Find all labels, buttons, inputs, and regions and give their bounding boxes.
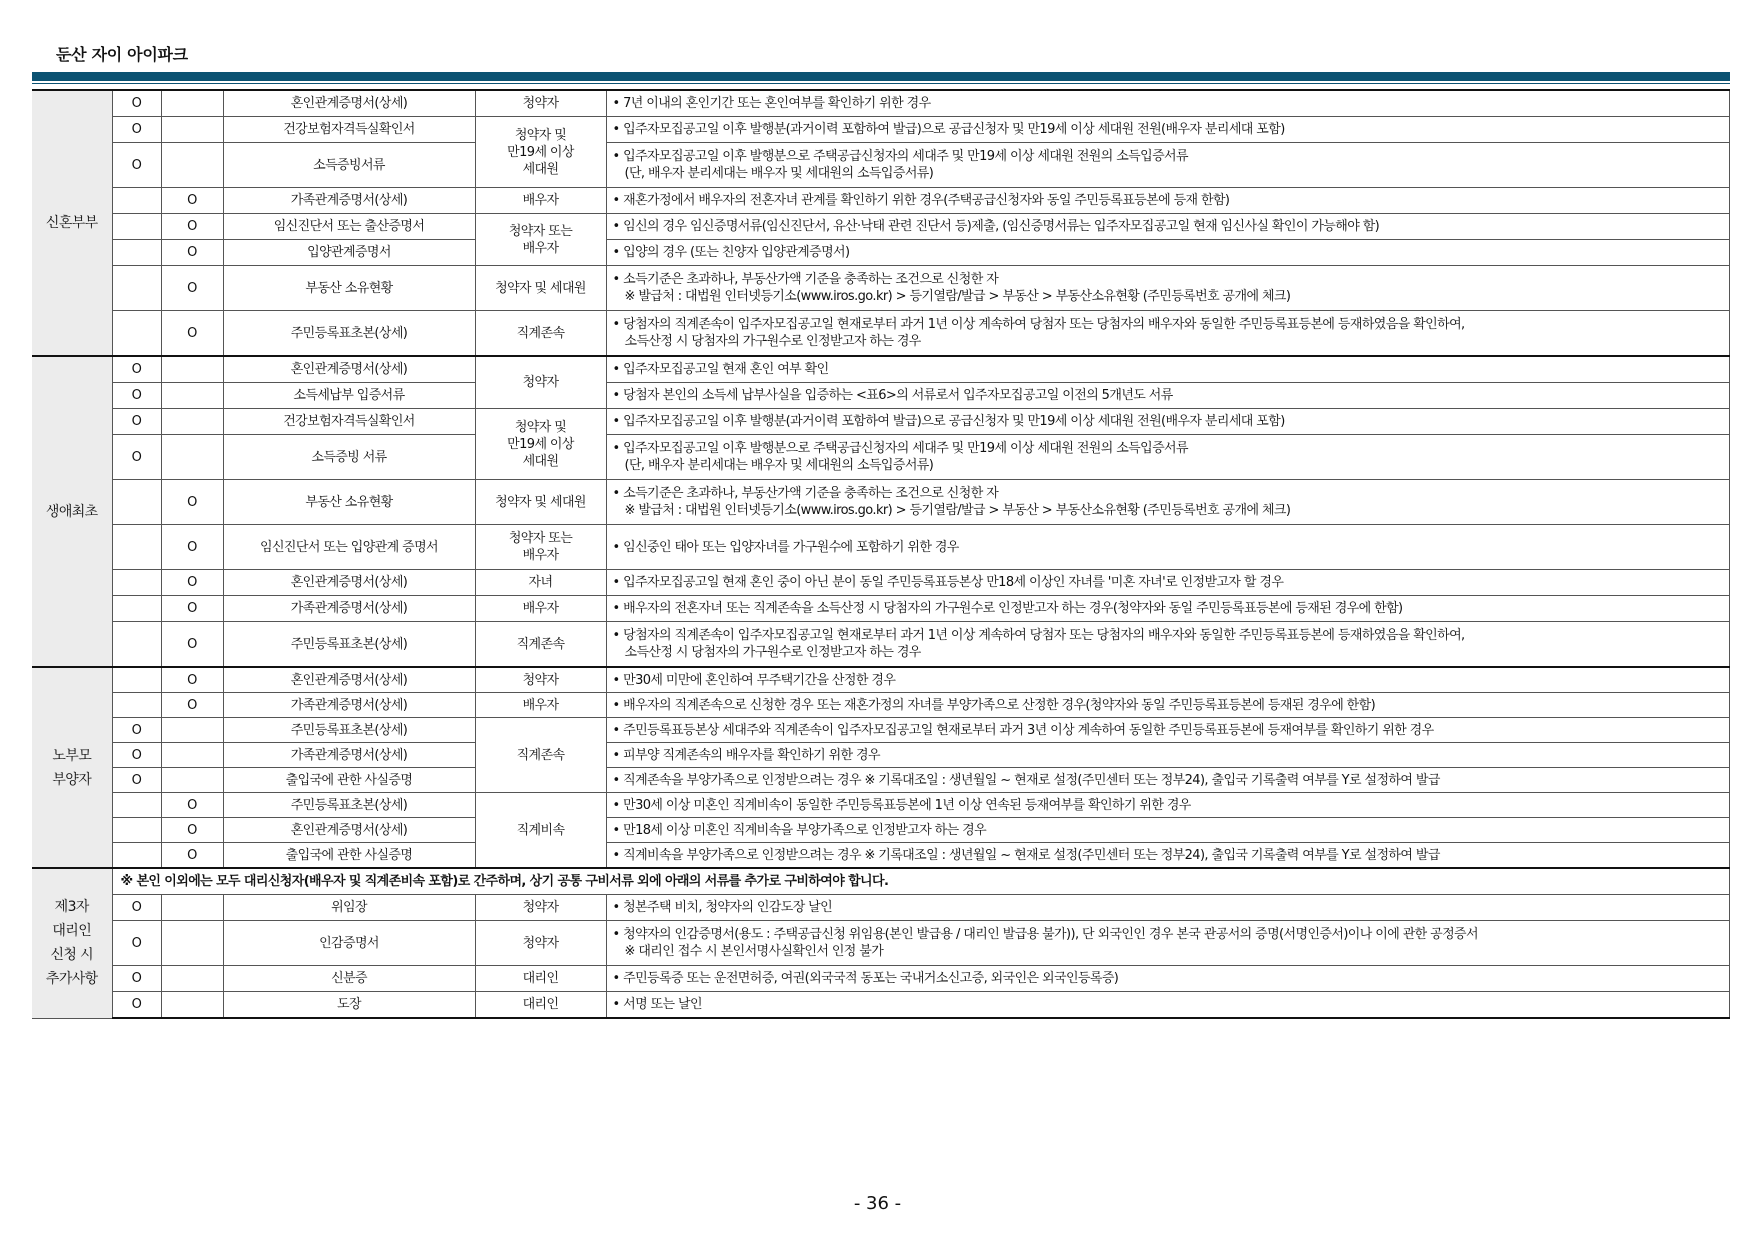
issuance-target: 배우자 [475,693,606,718]
description-line: ※ 대리인 접수 시 본인서명사실확인서 인정 불가 [624,944,884,959]
mark-column-2 [161,768,223,793]
table-row [32,356,1729,383]
mark-column-2 [161,143,223,188]
page-number: - 36 - [853,1193,902,1214]
table-row [32,895,1729,921]
description-line: • 당첨자 본인의 소득세 납부사실을 입증하는 <표6>의 서류로서 입주자모집공고일 이전의 5개년도 서류 [613,387,1726,404]
issuance-target: 대리인 [475,966,606,992]
mark-column-2: O [161,843,223,869]
document-name: 가족관계증명서(상세) [223,188,475,214]
description-line: • 만30세 이상 미혼인 직계비속이 동일한 주민등록표등본에 1년 이상 연속된 등재여부를 확인하기 위한 경우 [613,797,1726,814]
table-row [32,570,1729,596]
mark-column-2: O [161,793,223,818]
description-line: • 입양의 경우 (또는 친양자 입양관계증명서) [613,244,1726,261]
requirement-description [606,843,1729,869]
requirement-description [606,921,1729,966]
mark-column-1: O [112,117,161,143]
document-name: 소득세납부 입증서류 [223,383,475,409]
table-row [32,743,1729,768]
document-name: 출입국에 관한 사실증명 [223,768,475,793]
description-line: • 주민등록증 또는 운전면허증, 여권(외국국적 동포는 국내거소신고증, 외국인은 외국인등록증) [613,970,1726,987]
title-divider-bar [32,72,1730,81]
requirement-description [606,718,1729,743]
document-name: 부동산 소유현황 [223,266,475,311]
mark-column-2: O [161,240,223,266]
requirement-description [606,768,1729,793]
document-name: 건강보험자격득실확인서 [223,117,475,143]
requirement-description [606,480,1729,525]
mark-column-2 [161,921,223,966]
mark-column-2 [161,895,223,921]
issuance-target: 대리인 [475,992,606,1019]
mark-column-2: O [161,214,223,240]
category-label: 생애최초 [32,356,112,667]
mark-column-1 [112,667,161,693]
issuance-target: 청약자 [475,921,606,966]
description-line: • 당첨자의 직계존속이 입주자모집공고일 현재로부터 과거 1년 이상 계속하여 당첨자 또는 당첨자의 배우자와 동일한 주민등록표등본에 등재하였음을 확인하여, [613,316,1726,333]
description-line: • 직계존속을 부양가족으로 인정받으려는 경우 ※ 기록대조일 : 생년월일 ~ 현재로 설정(주민센터 또는 정부24), 출입국 기록출력 여부를 Y로 설정하여 발급 [613,772,1726,789]
mark-column-2: O [161,596,223,622]
requirement-description [606,793,1729,818]
category-label: 노부모 부양자 [32,667,112,868]
document-name: 혼인관계증명서(상세) [223,570,475,596]
document-name: 부동산 소유현황 [223,480,475,525]
table-row [32,409,1729,435]
mark-column-2: O [161,266,223,311]
description-line: • 임신의 경우 임신증명서류(임신진단서, 유산·낙태 관련 진단서 등)제출, (임신증명서류는 입주자모집공고일 현재 임신사실 확인이 가능해야 함) [613,218,1726,235]
mark-column-1 [112,214,161,240]
mark-column-2: O [161,311,223,357]
document-name: 가족관계증명서(상세) [223,693,475,718]
mark-column-1 [112,693,161,718]
requirement-description [606,596,1729,622]
document-name: 인감증명서 [223,921,475,966]
description-line: • 입주자모집공고일 현재 혼인 여부 확인 [613,361,1726,378]
requirement-description [606,992,1729,1019]
issuance-target: 청약자 및 세대원 [475,480,606,525]
mark-column-1: O [112,435,161,480]
description-line: • 청본주택 비치, 청약자의 인감도장 날인 [613,899,1726,916]
requirement-description [606,266,1729,311]
mark-column-1 [112,240,161,266]
mark-column-2: O [161,622,223,668]
requirement-description [606,188,1729,214]
requirement-description [606,667,1729,693]
mark-column-1 [112,793,161,818]
description-line: • 만18세 이상 미혼인 직계비속을 부양가족으로 인정받고자 하는 경우 [613,822,1726,839]
document-name: 임신진단서 또는 출산증명서 [223,214,475,240]
mark-column-1 [112,480,161,525]
mark-column-1: O [112,383,161,409]
document-name: 입양관계증명서 [223,240,475,266]
document-name: 혼인관계증명서(상세) [223,90,475,117]
mark-column-2 [161,718,223,743]
table-row [32,311,1729,357]
section-parents-support [32,667,1729,868]
mark-column-1: O [112,992,161,1019]
table-row [32,992,1729,1019]
document-name: 가족관계증명서(상세) [223,743,475,768]
requirement-description [606,895,1729,921]
table-row [32,667,1729,693]
table-row [32,435,1729,480]
description-line: • 입주자모집공고일 이후 발행분(과거이력 포함하여 발급)으로 공급신청자 및 만19세 이상 세대원 전원(배우자 분리세대 포함) [613,413,1726,430]
requirement-description [606,693,1729,718]
document-name: 가족관계증명서(상세) [223,596,475,622]
requirement-description [606,240,1729,266]
table-row [32,525,1729,570]
issuance-target: 직계존속 [475,622,606,668]
mark-column-1 [112,622,161,668]
issuance-target: 배우자 [475,596,606,622]
section-proxy [32,868,1729,1018]
requirement-description [606,622,1729,668]
mark-column-2: O [161,667,223,693]
mark-column-2 [161,356,223,383]
mark-column-1: O [112,409,161,435]
requirement-description [606,570,1729,596]
mark-column-1: O [112,90,161,117]
mark-column-2 [161,383,223,409]
category-label: 신혼부부 [32,90,112,356]
mark-column-2 [161,117,223,143]
issuance-target: 청약자 [475,895,606,921]
document-title: 둔산 자이 아이파크 [56,45,188,64]
description-line: • 피부양 직계존속의 배우자를 확인하기 위한 경우 [613,747,1726,764]
requirement-description [606,311,1729,357]
description-line: • 입주자모집공고일 이후 발행분(과거이력 포함하여 발급)으로 공급신청자 및 만19세 이상 세대원 전원(배우자 분리세대 포함) [613,121,1726,138]
mark-column-1 [112,570,161,596]
description-line: • 배우자의 전혼자녀 또는 직계존속을 소득산정 시 당첨자의 가구원수로 인정받고자 하는 경우(청약자와 동일 주민등록표등본에 등재된 경우에 한함) [613,600,1726,617]
requirement-description [606,90,1729,117]
mark-column-2 [161,90,223,117]
document-name: 혼인관계증명서(상세) [223,818,475,843]
required-documents-table [32,89,1730,1019]
issuance-target: 배우자 [475,188,606,214]
table-row [32,768,1729,793]
description-line: • 직계비속을 부양가족으로 인정받으려는 경우 ※ 기록대조일 : 생년월일 ~ 현재로 설정(주민센터 또는 정부24), 출입국 기록출력 여부를 Y로 설정하여 발급 [613,847,1726,864]
issuance-target: 청약자 및 만19세 이상 세대원 [475,409,606,480]
mark-column-1: O [112,966,161,992]
issuance-target: 청약자 및 만19세 이상 세대원 [475,117,606,188]
requirement-description [606,409,1729,435]
requirement-description [606,818,1729,843]
requirement-description [606,117,1729,143]
description-line: ※ 발급처 : 대법원 인터넷등기소(www.iros.go.kr) > 등기열람/발급 > 부동산 > 부동산소유현황 (주민등록번호 공개에 체크) [624,503,1291,518]
title-divider-line [32,83,1730,84]
description-line: • 입주자모집공고일 이후 발행분으로 주택공급신청자의 세대주 및 만19세 이상 세대원 전원의 소득입증서류 [613,148,1726,165]
table-row [32,383,1729,409]
issuance-target: 청약자 또는 배우자 [475,525,606,570]
issuance-target: 청약자 또는 배우자 [475,214,606,266]
requirement-description [606,435,1729,480]
description-line: • 7년 이내의 혼인기간 또는 혼인여부를 확인하기 위한 경우 [613,95,1726,112]
description-line: (단, 배우자 분리세대는 배우자 및 세대원의 소득입증서류) [624,458,934,473]
description-line: • 만30세 미만에 혼인하여 무주택기간을 산정한 경우 [613,672,1726,689]
table-row [32,240,1729,266]
mark-column-2 [161,743,223,768]
description-line: 소득산정 시 당첨자의 가구원수로 인정받고자 하는 경우 [624,645,921,660]
table-row [32,843,1729,869]
document-name: 주민등록표초본(상세) [223,793,475,818]
document-name: 혼인관계증명서(상세) [223,667,475,693]
issuance-target: 직계존속 [475,311,606,357]
table-row [32,868,1729,895]
section-first-home [32,356,1729,667]
mark-column-2 [161,435,223,480]
mark-column-2 [161,992,223,1019]
table-row [32,818,1729,843]
requirement-description [606,214,1729,240]
description-line: • 배우자의 직계존속으로 신청한 경우 또는 재혼가정의 자녀를 부양가족으로 산정한 경우(청약자와 동일 주민등록표등본에 등재된 경우에 한함) [613,697,1726,714]
table-row [32,596,1729,622]
mark-column-1: O [112,895,161,921]
category-label: 제3자 대리인 신청 시 추가사항 [32,868,112,1018]
requirement-description [606,143,1729,188]
mark-column-2: O [161,480,223,525]
table-row [32,266,1729,311]
description-line: • 소득기준은 초과하나, 부동산가액 기준을 충족하는 조건으로 신청한 자 [613,485,1726,502]
table-row [32,693,1729,718]
issuance-target: 직계비속 [475,793,606,869]
description-line: • 입주자모집공고일 이후 발행분으로 주택공급신청자의 세대주 및 만19세 이상 세대원 전원의 소득입증서류 [613,440,1726,457]
description-line: • 소득기준은 초과하나, 부동산가액 기준을 충족하는 조건으로 신청한 자 [613,271,1726,288]
mark-column-1 [112,596,161,622]
proxy-notice: ※ 본인 이외에는 모두 대리신청자(배우자 및 직계존비속 포함)로 간주하며, 상기 공통 구비서류 외에 아래의 서류를 추가로 구비하여야 합니다. [112,868,1729,895]
section-newlywed [32,90,1729,356]
table-row [32,966,1729,992]
table-row [32,143,1729,188]
table-row [32,921,1729,966]
mark-column-1: O [112,143,161,188]
document-name: 혼인관계증명서(상세) [223,356,475,383]
document-name: 건강보험자격득실확인서 [223,409,475,435]
mark-column-1 [112,525,161,570]
document-name: 소득증빙서류 [223,143,475,188]
table-row [32,117,1729,143]
requirement-description [606,743,1729,768]
document-name: 신분증 [223,966,475,992]
document-name: 소득증빙 서류 [223,435,475,480]
description-line: 소득산정 시 당첨자의 가구원수로 인정받고자 하는 경우 [624,334,921,349]
table-row [32,793,1729,818]
mark-column-1 [112,818,161,843]
description-line: • 당첨자의 직계존속이 입주자모집공고일 현재로부터 과거 1년 이상 계속하여 당첨자 또는 당첨자의 배우자와 동일한 주민등록표등본에 등재하였음을 확인하여, [613,627,1726,644]
description-line: • 임신중인 태아 또는 입양자녀를 가구원수에 포함하기 위한 경우 [613,539,1726,556]
document-name: 출입국에 관한 사실증명 [223,843,475,869]
issuance-target: 직계존속 [475,718,606,793]
description-line: • 청약자의 인감증명서(용도 : 주택공급신청 위임용(본인 발급용 / 대리인 발급용 불가)), 단 외국인인 경우 본국 관공서의 증명(서명인증서)이나 이에 관한 공정증서 [613,926,1726,943]
mark-column-1: O [112,921,161,966]
mark-column-2: O [161,818,223,843]
mark-column-1: O [112,768,161,793]
table-row [32,480,1729,525]
description-line: • 주민등록표등본상 세대주와 직계존속이 입주자모집공고일 현재로부터 과거 3년 이상 계속하여 동일한 주민등록표등본에 등재여부를 확인하기 위한 경우 [613,722,1726,739]
document-name: 도장 [223,992,475,1019]
requirement-description [606,966,1729,992]
mark-column-2: O [161,570,223,596]
requirement-description [606,383,1729,409]
mark-column-2 [161,966,223,992]
mark-column-1 [112,266,161,311]
mark-column-1 [112,188,161,214]
table-row [32,214,1729,240]
document-name: 주민등록표초본(상세) [223,718,475,743]
issuance-target: 청약자 [475,356,606,409]
table-row [32,188,1729,214]
description-line: ※ 발급처 : 대법원 인터넷등기소(www.iros.go.kr) > 등기열람/발급 > 부동산 > 부동산소유현황 (주민등록번호 공개에 체크) [624,289,1291,304]
issuance-target: 자녀 [475,570,606,596]
mark-column-2: O [161,693,223,718]
table-row [32,90,1729,117]
mark-column-2 [161,409,223,435]
mark-column-1: O [112,743,161,768]
mark-column-2: O [161,525,223,570]
issuance-target: 청약자 [475,90,606,117]
mark-column-1 [112,311,161,357]
mark-column-1: O [112,356,161,383]
requirement-description [606,356,1729,383]
description-line: • 입주자모집공고일 현재 혼인 중이 아닌 분이 동일 주민등록표등본상 만18세 이상인 자녀를 '미혼 자녀'로 인정받고자 할 경우 [613,574,1726,591]
document-name: 주민등록표초본(상세) [223,622,475,668]
description-line: (단, 배우자 분리세대는 배우자 및 세대원의 소득입증서류) [624,166,934,181]
table-row [32,622,1729,668]
description-line: • 서명 또는 날인 [613,996,1726,1013]
mark-column-1 [112,843,161,869]
document-name: 임신진단서 또는 입양관계 증명서 [223,525,475,570]
document-name: 위임장 [223,895,475,921]
issuance-target: 청약자 및 세대원 [475,266,606,311]
issuance-target: 청약자 [475,667,606,693]
table-row [32,718,1729,743]
mark-column-1: O [112,718,161,743]
document-name: 주민등록표초본(상세) [223,311,475,357]
requirement-description [606,525,1729,570]
mark-column-2: O [161,188,223,214]
description-line: • 재혼가정에서 배우자의 전혼자녀 관계를 확인하기 위한 경우(주택공급신청자와 동일 주민등록표등본에 등재 한함) [613,192,1726,209]
